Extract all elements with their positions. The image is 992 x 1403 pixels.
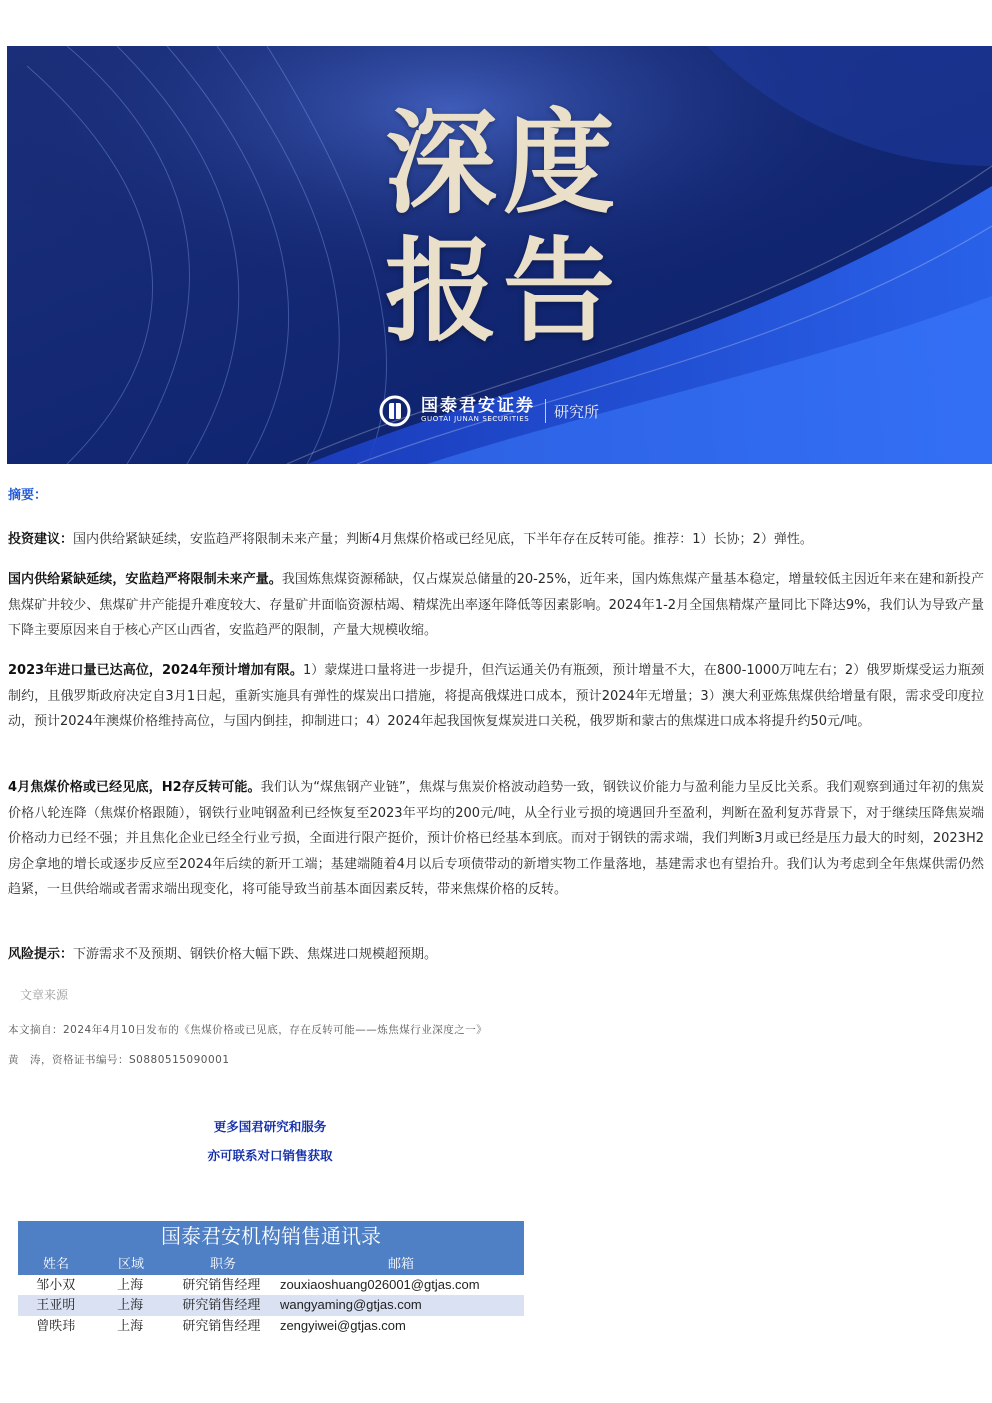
cell-email[interactable]: zengyiwei@gtjas.com bbox=[279, 1317, 406, 1333]
report-cover-banner bbox=[7, 46, 992, 464]
article-source-label: 文章来源 bbox=[20, 988, 69, 1002]
cell-name: 王亚明 bbox=[36, 1297, 76, 1312]
banner-title-line2: 报告 bbox=[385, 226, 621, 357]
paragraph-text: 国内供给紧缺延续，安监趋严将限制未来产量；判断4月焦煤价格或已经见底，下半年存在反转可能。推荐：1）长协；2）弹性。 bbox=[73, 532, 813, 547]
paragraph-heading: 4月焦煤价格或已经见底，H2存反转可能。 bbox=[8, 780, 261, 795]
cell-name: 邹小双 bbox=[36, 1276, 76, 1292]
table-row bbox=[18, 1316, 524, 1337]
paragraph-text: 我们认为“煤焦钢产业链”，焦煤与焦炭价格波动趋势一致，钢铁议价能力与盈利能力呈反比关系。我们观察到通过年初的焦炭价格八轮连降（焦煤价格跟随），钢铁行业吨钢盈利已经恢复至2023年平均的200元/吨，从全行业亏损的境遇回升至盈利，判断在盈利复苏背景下，对于继续压降焦炭端价格动力已经不强；并且焦化企业已经全行业亏损，全面进行限产挺价，预计价格已经基本到底。而对于钢铁的需求端，我们判断3月或已经是压力最大的时刻，2023H2房企拿地的增长或逐步反应至2024年后续的新开工端；基建端随着4月以后专项债带动的新增实物工作量落地，基建需求也有望抬升。我们认为考虑到全年焦煤供需仍然趋紧，一旦供给端或者需求端出现变化，将可能导致当前基本面因素反转，带来焦煤价格的反转。 bbox=[8, 780, 984, 897]
cell-title: 研究销售经理 bbox=[182, 1297, 261, 1312]
gtja-logo bbox=[379, 394, 599, 428]
more-research-link[interactable]: 更多国君研究和服务 bbox=[213, 1119, 327, 1134]
paragraph-heading: 2023年进口量已达高位，2024年预计增加有限。 bbox=[8, 663, 303, 678]
directory-header-row bbox=[18, 1254, 524, 1275]
cell-title: 研究销售经理 bbox=[182, 1276, 261, 1292]
header-title: 职务 bbox=[209, 1256, 236, 1271]
paragraph-text: 下游需求不及预期、钢铁价格大幅下跌、焦煤进口规模超预期。 bbox=[73, 947, 438, 962]
cell-email[interactable]: wangyaming@gtjas.com bbox=[279, 1297, 422, 1312]
table-row bbox=[18, 1295, 524, 1316]
contact-sales-link[interactable]: 亦可联系对口销售获取 bbox=[207, 1148, 333, 1163]
header-name: 姓名 bbox=[42, 1256, 69, 1271]
article-source-line: 本文摘自：2024年4月10日发布的《焦煤价格或已见底，存在反转可能——炼焦煤行业深度之一》 bbox=[8, 1024, 488, 1036]
gtja-logo-icon bbox=[379, 395, 411, 427]
paragraph-heading: 风险提示： bbox=[8, 947, 74, 962]
paragraph-risk-warning bbox=[8, 942, 984, 968]
logo-institute: 研究所 bbox=[554, 402, 600, 421]
cell-region: 上海 bbox=[117, 1276, 144, 1292]
sales-directory-table bbox=[18, 1221, 524, 1336]
paragraph-text: 1）蒙煤进口量将进一步提升，但汽运通关仍有瓶颈，预计增量不大，在800-1000万吨左右；2）俄罗斯煤受运力瓶颈制约，且俄罗斯政府决定自3月1日起，重新实施具有弹性的煤炭出口措施，将提高俄煤进口成本，预计2024年无增量；3）澳大利亚炼焦煤供给增量有限，需求受印度拉动，预计2024年澳煤价格维持高位，与国内倒挂，抑制进口；4）2024年起我国恢复煤炭进口关税，俄罗斯和蒙古的焦煤进口成本将提升约50元/吨。 bbox=[8, 663, 984, 729]
header-region: 区域 bbox=[117, 1256, 144, 1271]
cell-name: 曾昳玮 bbox=[36, 1317, 76, 1333]
banner-title-line1: 深度 bbox=[385, 98, 621, 229]
cell-email[interactable]: zouxiaoshuang026001@gtjas.com bbox=[279, 1276, 480, 1292]
header-email: 邮箱 bbox=[387, 1256, 414, 1271]
logo-divider bbox=[545, 399, 546, 423]
directory-title: 国泰君安机构销售通讯录 bbox=[18, 1221, 524, 1254]
table-row bbox=[18, 1275, 524, 1296]
paragraph-text: 我国炼焦煤资源稀缺，仅占煤炭总储量的20-25%，近年来，国内炼焦煤产量基本稳定，增量较低主因近年来在建和新投产焦煤矿井较少、焦煤矿井产能提升难度较大、存量矿井面临资源枯竭、精煤洗出率逐年降低等因素影响。2024年1-2月全国焦精煤产量同比下降达9%，我们认为导致产量下降主要原因来自于核心产区山西省，安监趋严的限制，产量大规模收缩。 bbox=[8, 572, 984, 638]
logo-name-en: GUOTAI JUNAN SECURITIES bbox=[421, 415, 530, 424]
paragraph-heading: 国内供给紧缺延续，安监趋严将限制未来产量。 bbox=[8, 572, 282, 587]
logo-name-cn: 国泰君安证券 bbox=[421, 396, 535, 417]
paragraph-imports bbox=[8, 658, 984, 735]
cell-region: 上海 bbox=[117, 1297, 144, 1312]
paragraph-heading: 投资建议： bbox=[8, 532, 74, 547]
summary-label: 摘要： bbox=[8, 488, 48, 503]
paragraph-investment-advice bbox=[8, 527, 984, 553]
cell-title: 研究销售经理 bbox=[182, 1317, 261, 1333]
cell-region: 上海 bbox=[117, 1317, 144, 1333]
paragraph-domestic-supply bbox=[8, 567, 984, 644]
paragraph-price-outlook bbox=[8, 775, 984, 903]
analyst-credential-line: 黄 涛，资格证书编号：S0880515090001 bbox=[8, 1054, 230, 1066]
